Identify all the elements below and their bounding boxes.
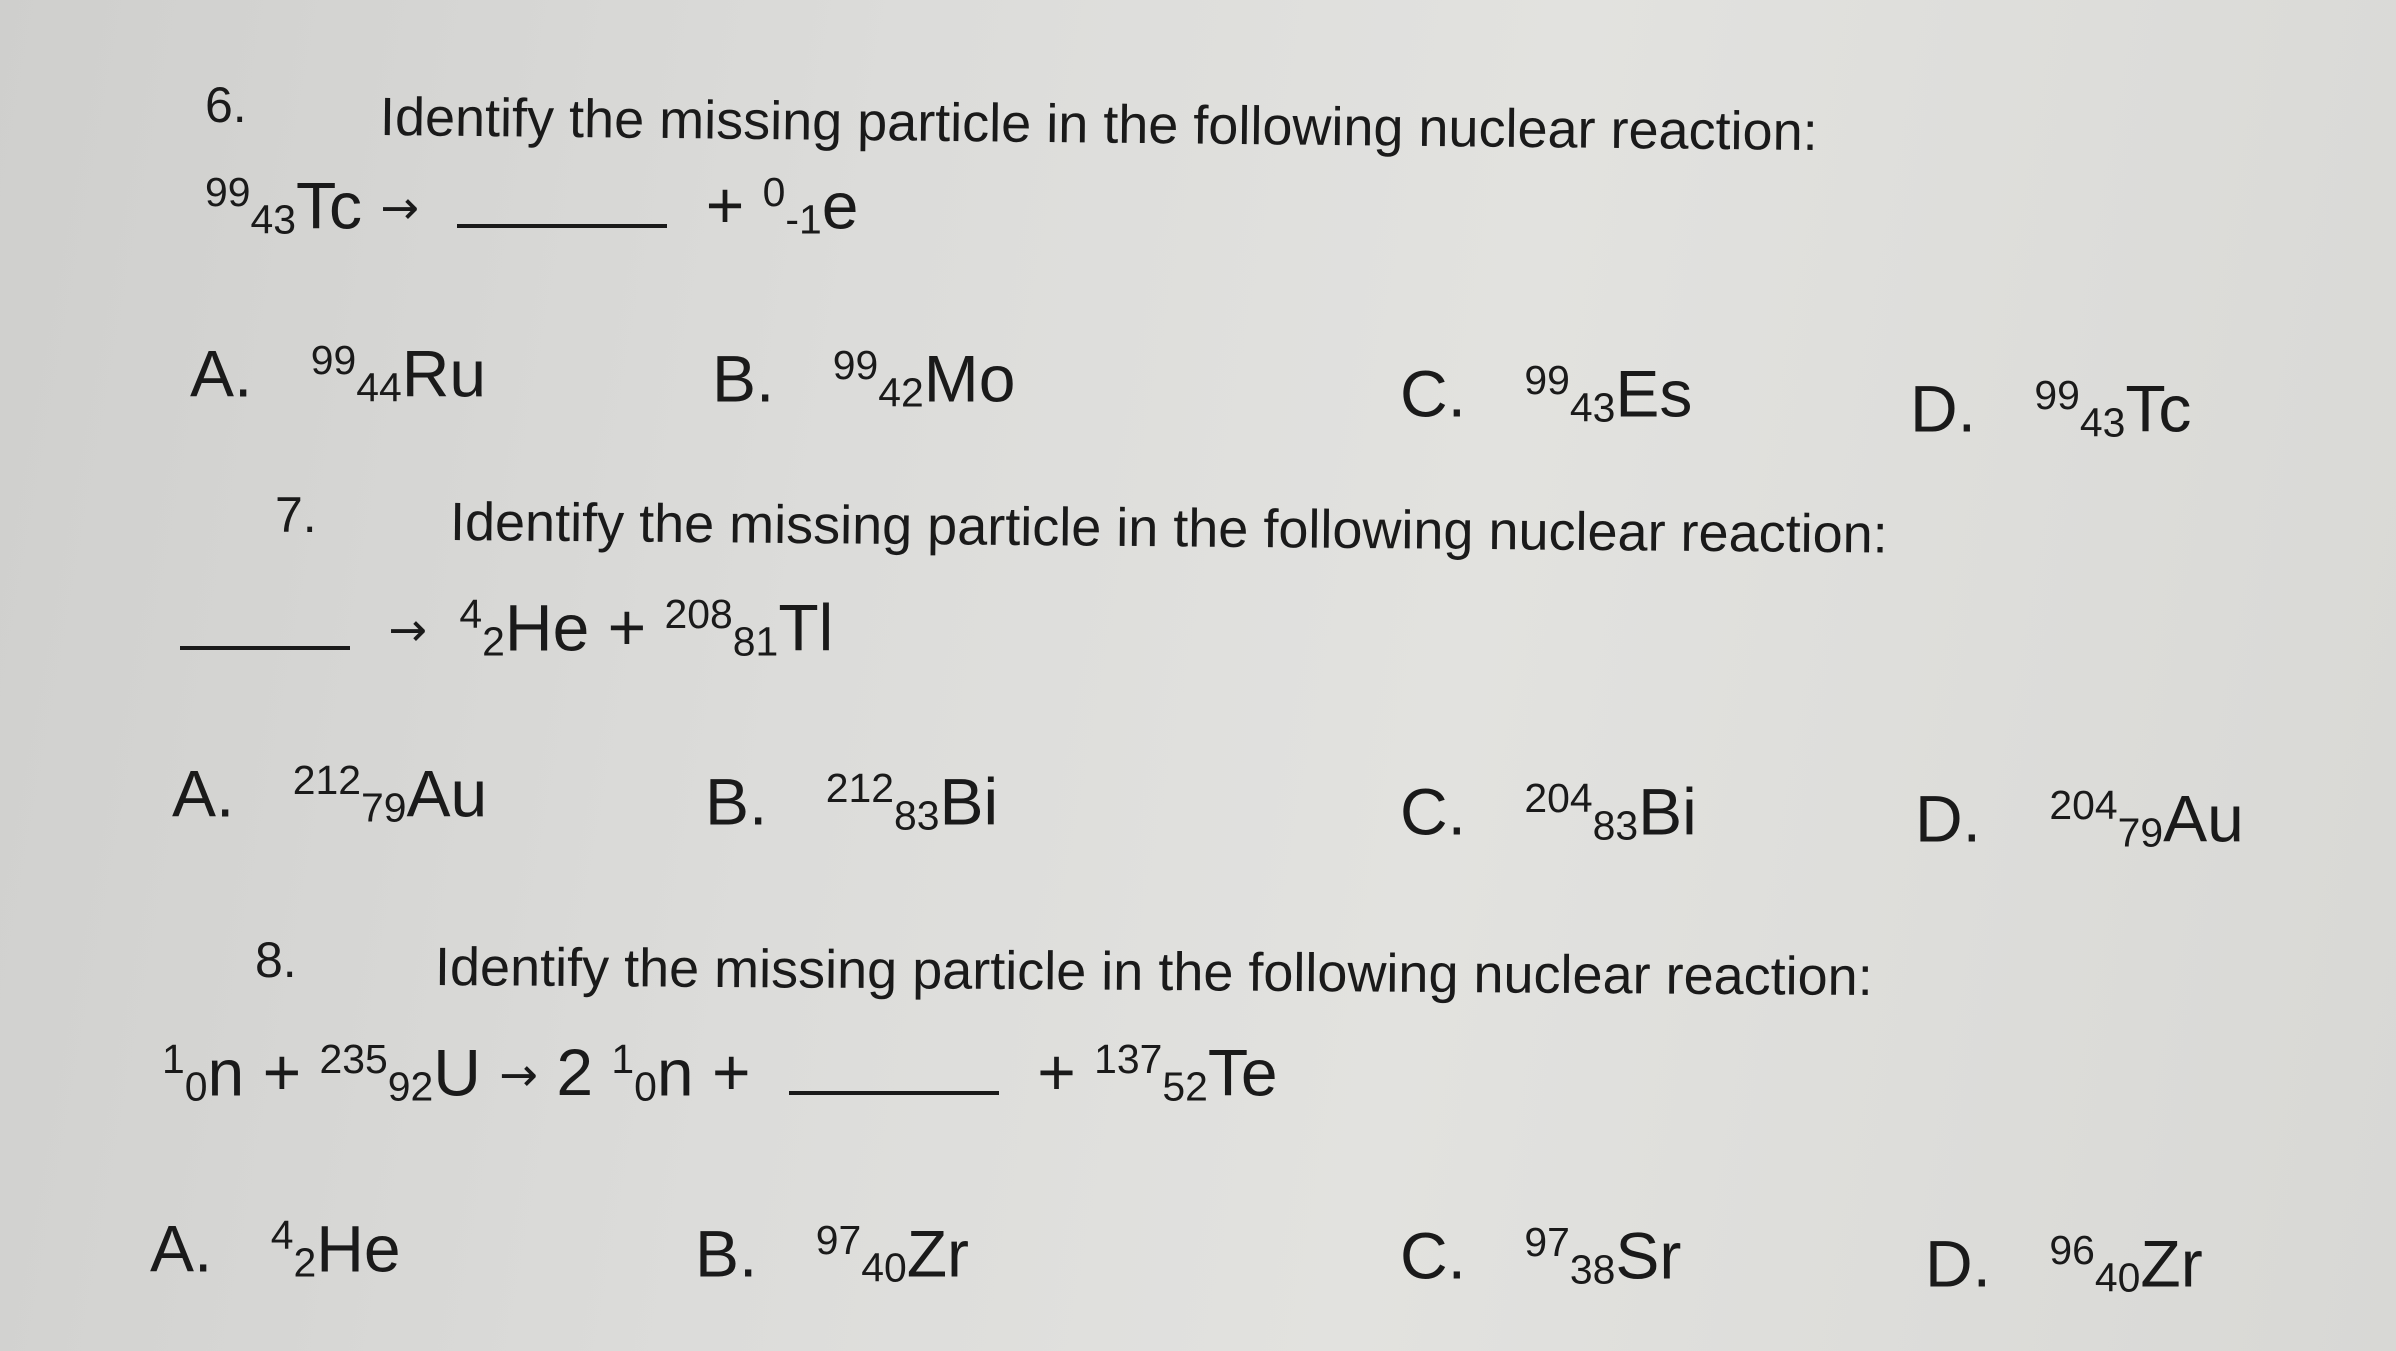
reaction-arrow: →: [380, 180, 420, 235]
product-helium: $^4$2He: [459, 590, 590, 665]
reactant-neutron: $^1$0n: [162, 1035, 245, 1110]
answer-blank: [789, 1035, 999, 1095]
question-6-equation: [205, 168, 859, 243]
question-6-number: 6.: [205, 77, 247, 133]
answer-blank: [457, 168, 667, 228]
plus-sign: +: [607, 590, 647, 665]
question-6-choice-d[interactable]: D. $^{99}$43Tc: [1910, 371, 2192, 446]
question-7-choice-b[interactable]: B. $^{212}$83Bi: [705, 764, 999, 839]
product-tellurium: $^{137}$52Te: [1094, 1035, 1278, 1110]
question-7-choice-d[interactable]: D. $^{204}$79Au: [1915, 781, 2244, 856]
reaction-arrow: →: [388, 602, 428, 657]
question-6-choice-a[interactable]: A. $^{99}$44Ru: [190, 336, 487, 411]
question-8-choice-a[interactable]: A. $^4$2He: [150, 1211, 401, 1286]
plus-sign: +: [1037, 1035, 1076, 1110]
question-8-choice-b[interactable]: B. $^{97}$40Zr: [695, 1216, 970, 1291]
product-nuclide: $^0$-1e: [762, 168, 859, 243]
question-8-equation: [162, 1035, 1278, 1110]
question-6-prompt: Identify the missing particle in the following nuclear reaction:: [379, 87, 1818, 163]
question-8-choice-c[interactable]: C. $^{97}$38Sr: [1400, 1218, 1682, 1293]
question-6-choice-b[interactable]: B. $^{99}$42Mo: [712, 341, 1016, 416]
coefficient: 2: [556, 1035, 594, 1110]
question-6-choice-c[interactable]: C. $^{99}$43Es: [1400, 356, 1693, 431]
question-7-equation: [180, 590, 834, 665]
reaction-arrow: →: [499, 1047, 538, 1102]
product-thallium: $^{208}$81Tl: [664, 590, 834, 665]
plus-sign: +: [711, 1035, 751, 1110]
product-neutron: $^1$0n: [611, 1035, 694, 1110]
question-8-number: 8.: [255, 932, 297, 988]
question-8-prompt: Identify the missing particle in the following nuclear reaction:: [434, 937, 1873, 1008]
answer-blank: [180, 590, 350, 650]
question-7-choice-c[interactable]: C. $^{204}$83Bi: [1400, 774, 1697, 849]
question-8-choice-d[interactable]: D. $^{96}$40Zr: [1925, 1226, 2203, 1301]
question-7-choice-a[interactable]: A. $^{212}$79Au: [172, 756, 488, 831]
reactant-nuclide: $^{99}$43Tc: [205, 168, 363, 243]
reactant-uranium: $^{235}$92U: [319, 1035, 481, 1110]
question-7-number: 7.: [275, 487, 317, 543]
plus-sign: +: [705, 168, 745, 243]
question-7-prompt: Identify the missing particle in the following nuclear reaction:: [449, 492, 1888, 565]
plus-sign: +: [262, 1035, 302, 1110]
